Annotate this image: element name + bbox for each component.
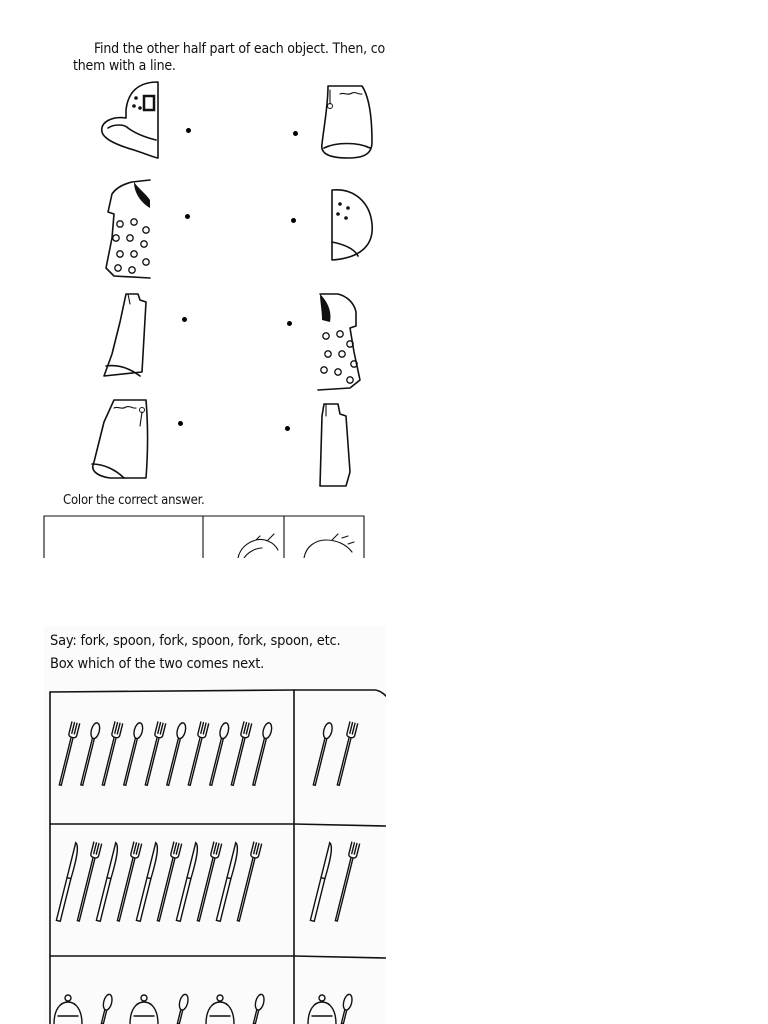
spoon-icon bbox=[250, 993, 265, 1024]
match-dot-right-2[interactable] bbox=[291, 218, 296, 223]
fork-icon bbox=[228, 722, 251, 786]
bell-icon bbox=[199, 988, 241, 1024]
spoon-icon bbox=[174, 993, 189, 1024]
match-dot-right-3[interactable] bbox=[287, 321, 292, 326]
pattern-table bbox=[44, 626, 386, 1024]
spoon-icon bbox=[121, 722, 144, 786]
pattern-row-3 bbox=[54, 994, 380, 1024]
instruction-line-1: Find the other half part of each object. Then, co bbox=[94, 41, 385, 57]
fork-icon bbox=[74, 842, 101, 922]
match-dot-left-4[interactable] bbox=[178, 421, 183, 426]
knife-icon bbox=[216, 843, 240, 922]
pattern-row-2 bbox=[54, 842, 380, 938]
pattern-row-1 bbox=[54, 722, 380, 802]
fork-icon bbox=[114, 842, 141, 922]
spoon-icon bbox=[78, 722, 101, 786]
spoon-icon bbox=[338, 993, 353, 1024]
dress-left-half-icon bbox=[104, 178, 156, 280]
pattern-worksheet bbox=[44, 626, 386, 1024]
cap-left-half-icon bbox=[98, 78, 162, 160]
sock-right-half-icon bbox=[318, 82, 378, 162]
instruction-line-2: them with a line. bbox=[73, 58, 176, 74]
answer-table bbox=[42, 514, 386, 558]
match-dot-left-3[interactable] bbox=[182, 317, 187, 322]
color-instruction: Color the correct answer. bbox=[63, 493, 205, 508]
fork-icon bbox=[99, 722, 122, 786]
box-instruction: Box which of the two comes next. bbox=[50, 656, 265, 672]
knife-icon bbox=[176, 843, 200, 922]
fork-icon bbox=[334, 722, 357, 786]
fork-icon bbox=[154, 842, 181, 922]
cap-right-half-icon bbox=[328, 186, 378, 264]
matching-worksheet bbox=[42, 30, 386, 558]
bell-icon bbox=[301, 988, 343, 1024]
spoon-icon bbox=[164, 722, 187, 786]
fork-icon bbox=[234, 842, 261, 922]
sock-left-half-icon bbox=[90, 398, 154, 482]
fork-icon bbox=[56, 722, 79, 786]
fork-icon bbox=[142, 722, 165, 786]
fork-icon bbox=[194, 842, 221, 922]
fork-icon bbox=[185, 722, 208, 786]
match-dot-right-1[interactable] bbox=[293, 131, 298, 136]
knife-icon bbox=[310, 843, 334, 922]
knife-icon bbox=[136, 843, 160, 922]
spoon-icon bbox=[207, 722, 230, 786]
spoon-icon bbox=[250, 722, 273, 786]
match-dot-left-2[interactable] bbox=[185, 214, 190, 219]
pants-left-half-icon bbox=[102, 292, 148, 380]
spoon-icon bbox=[98, 993, 113, 1024]
bell-icon bbox=[47, 988, 89, 1024]
fork-icon bbox=[332, 842, 359, 922]
pants-right-half-icon bbox=[316, 402, 356, 488]
say-instruction: Say: fork, spoon, fork, spoon, fork, spoon, etc. bbox=[50, 633, 341, 649]
bell-icon bbox=[123, 988, 165, 1024]
dress-right-half-icon bbox=[314, 292, 366, 392]
match-dot-left-1[interactable] bbox=[186, 128, 191, 133]
match-dot-right-4[interactable] bbox=[285, 426, 290, 431]
knife-icon bbox=[56, 843, 80, 922]
spoon-icon bbox=[310, 722, 333, 786]
knife-icon bbox=[96, 843, 120, 922]
